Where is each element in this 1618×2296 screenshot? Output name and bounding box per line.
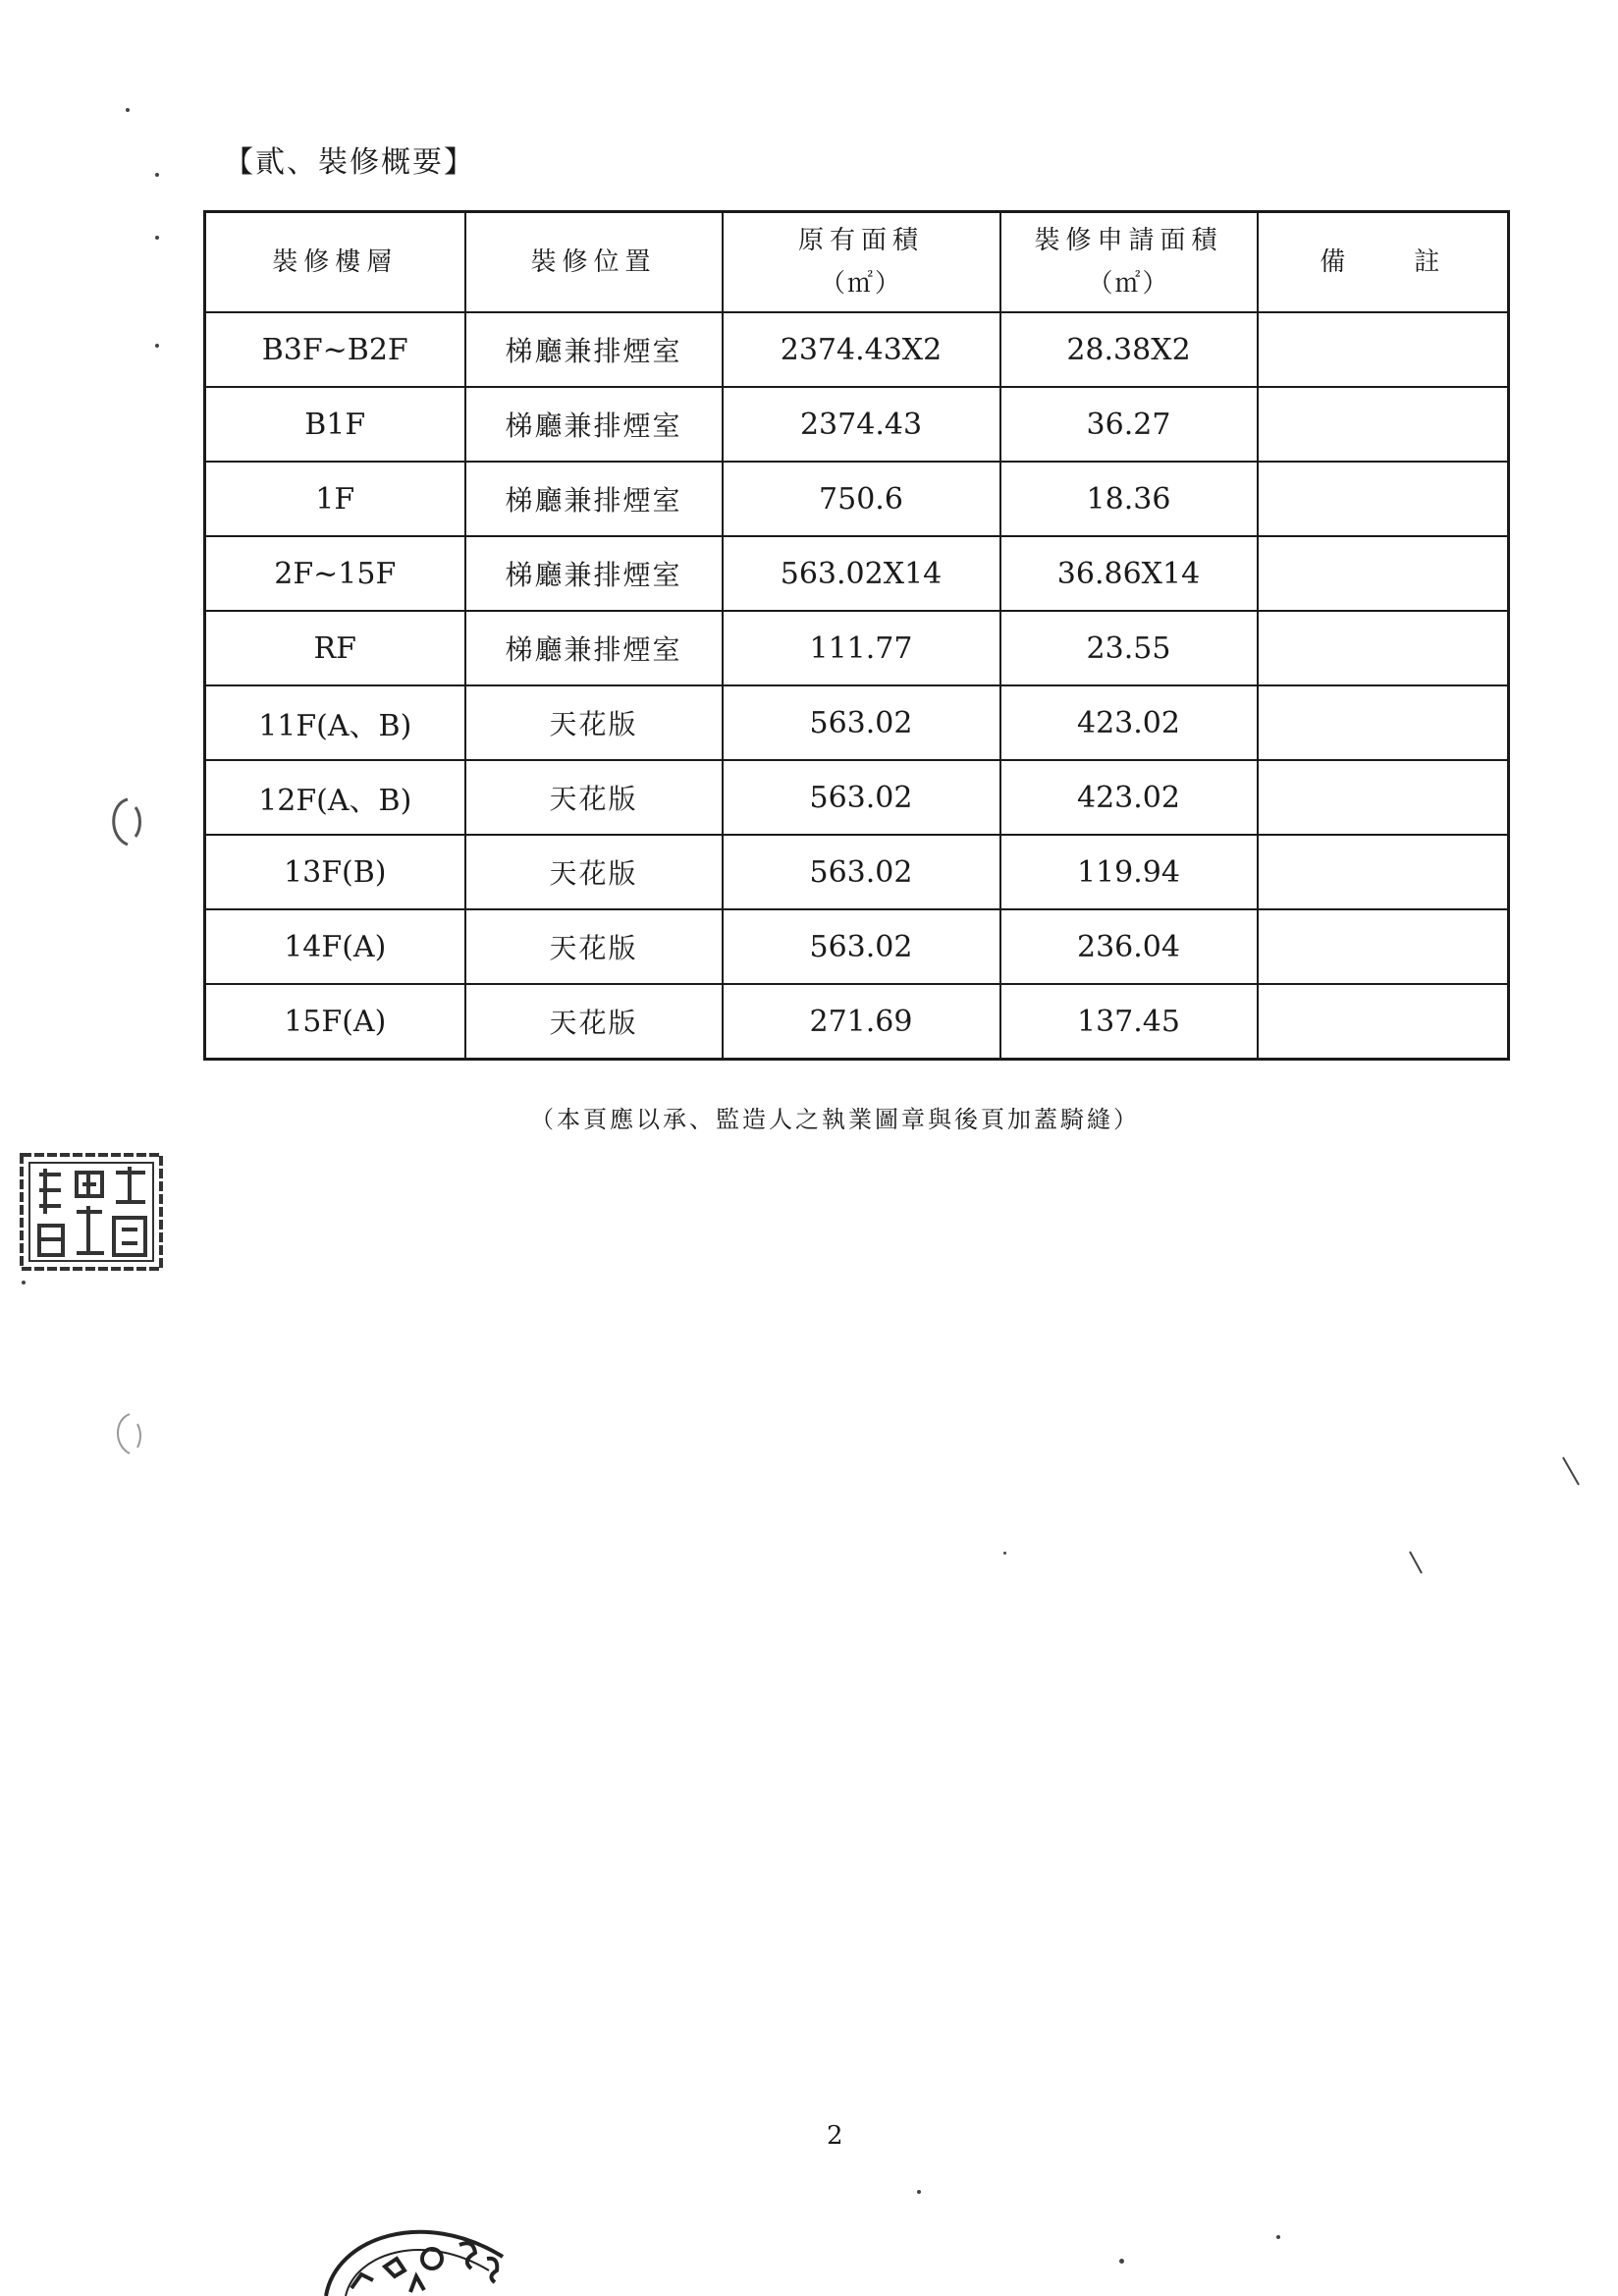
cell-remarks bbox=[1258, 984, 1509, 1060]
header-original-area-label: 原有面積 bbox=[797, 226, 924, 255]
table-row bbox=[205, 984, 1509, 1060]
cell-applied-area: 28.38X2 bbox=[1000, 312, 1258, 387]
cell-position: 天花版 bbox=[465, 835, 723, 909]
cell-floor: 2F~15F bbox=[205, 536, 465, 611]
punch-hole-icon bbox=[104, 1406, 149, 1461]
scan-speck bbox=[22, 1281, 26, 1285]
cell-applied-area: 23.55 bbox=[1000, 611, 1258, 685]
cell-remarks bbox=[1258, 760, 1509, 835]
scan-scratch-icon bbox=[1559, 1453, 1583, 1489]
table-header-row bbox=[205, 212, 1509, 313]
cell-remarks bbox=[1258, 611, 1509, 685]
cell-remarks bbox=[1258, 835, 1509, 909]
scan-speck bbox=[126, 108, 130, 112]
table-row bbox=[205, 312, 1509, 387]
header-applied-area-label: 裝修申請面積 bbox=[1034, 226, 1223, 255]
section-title: 【貳、裝修概要】 bbox=[224, 145, 475, 180]
table-row bbox=[205, 909, 1509, 984]
cell-position: 梯廳兼排煙室 bbox=[465, 611, 723, 685]
header-original-area bbox=[723, 212, 1000, 313]
cell-floor: 1F bbox=[205, 462, 465, 536]
scan-speck bbox=[1276, 2235, 1280, 2239]
table-row bbox=[205, 387, 1509, 462]
scan-scratch-icon bbox=[1406, 1548, 1426, 1577]
seal-instruction-note: （本頁應以承、監造人之執業圖章與後頁加蓋騎縫） bbox=[530, 1106, 1140, 1133]
cell-applied-area: 36.86X14 bbox=[1000, 536, 1258, 611]
scan-speck bbox=[1119, 2259, 1124, 2264]
square-seal-stamp-icon bbox=[18, 1151, 165, 1273]
cell-original-area: 563.02 bbox=[723, 685, 1000, 760]
table-row bbox=[205, 536, 1509, 611]
cell-applied-area: 119.94 bbox=[1000, 835, 1258, 909]
cell-applied-area: 36.27 bbox=[1000, 387, 1258, 462]
cell-applied-area: 18.36 bbox=[1000, 462, 1258, 536]
cell-applied-area: 236.04 bbox=[1000, 909, 1258, 984]
cell-position: 梯廳兼排煙室 bbox=[465, 536, 723, 611]
header-floor: 裝修樓層 bbox=[205, 212, 465, 313]
cell-remarks bbox=[1258, 312, 1509, 387]
cell-original-area: 563.02X14 bbox=[723, 536, 1000, 611]
cell-remarks bbox=[1258, 909, 1509, 984]
cell-floor: B3F~B2F bbox=[205, 312, 465, 387]
cell-floor: 15F(A) bbox=[205, 984, 465, 1060]
cell-remarks bbox=[1258, 387, 1509, 462]
table-row bbox=[205, 685, 1509, 760]
cell-applied-area: 423.02 bbox=[1000, 685, 1258, 760]
cell-floor: 13F(B) bbox=[205, 835, 465, 909]
cell-floor: RF bbox=[205, 611, 465, 685]
cell-original-area: 271.69 bbox=[723, 984, 1000, 1060]
cell-position: 天花版 bbox=[465, 909, 723, 984]
header-applied-area bbox=[1000, 212, 1258, 313]
cell-position: 梯廳兼排煙室 bbox=[465, 387, 723, 462]
cell-position: 天花版 bbox=[465, 984, 723, 1060]
scan-speck bbox=[155, 344, 159, 348]
scan-speck bbox=[917, 2190, 921, 2194]
cell-floor: B1F bbox=[205, 387, 465, 462]
punch-hole-icon bbox=[98, 792, 147, 850]
summary-table bbox=[203, 210, 1510, 1061]
cell-original-area: 2374.43X2 bbox=[723, 312, 1000, 387]
header-remarks: 備 註 bbox=[1258, 212, 1509, 313]
cell-floor: 12F(A、B) bbox=[205, 760, 465, 835]
round-seal-stamp-icon bbox=[316, 2198, 522, 2296]
cell-position: 梯廳兼排煙室 bbox=[465, 462, 723, 536]
header-original-area-unit: （㎡） bbox=[819, 269, 902, 299]
header-position: 裝修位置 bbox=[465, 212, 723, 313]
cell-position: 梯廳兼排煙室 bbox=[465, 312, 723, 387]
cell-remarks bbox=[1258, 536, 1509, 611]
scan-speck bbox=[1003, 1552, 1006, 1555]
cell-original-area: 750.6 bbox=[723, 462, 1000, 536]
page-number: 2 bbox=[827, 2121, 843, 2151]
cell-original-area: 111.77 bbox=[723, 611, 1000, 685]
cell-original-area: 563.02 bbox=[723, 909, 1000, 984]
cell-floor: 14F(A) bbox=[205, 909, 465, 984]
table-row bbox=[205, 760, 1509, 835]
cell-applied-area: 423.02 bbox=[1000, 760, 1258, 835]
cell-remarks bbox=[1258, 685, 1509, 760]
cell-original-area: 563.02 bbox=[723, 760, 1000, 835]
cell-original-area: 2374.43 bbox=[723, 387, 1000, 462]
cell-position: 天花版 bbox=[465, 760, 723, 835]
table-row bbox=[205, 611, 1509, 685]
cell-floor: 11F(A、B) bbox=[205, 685, 465, 760]
cell-original-area: 563.02 bbox=[723, 835, 1000, 909]
table-row bbox=[205, 835, 1509, 909]
header-applied-area-unit: （㎡） bbox=[1087, 269, 1170, 299]
cell-remarks bbox=[1258, 462, 1509, 536]
renovation-summary-table bbox=[203, 210, 1507, 1074]
table-row bbox=[205, 462, 1509, 536]
cell-applied-area: 137.45 bbox=[1000, 984, 1258, 1060]
scan-speck bbox=[155, 236, 159, 240]
scan-speck bbox=[155, 173, 159, 177]
cell-position: 天花版 bbox=[465, 685, 723, 760]
